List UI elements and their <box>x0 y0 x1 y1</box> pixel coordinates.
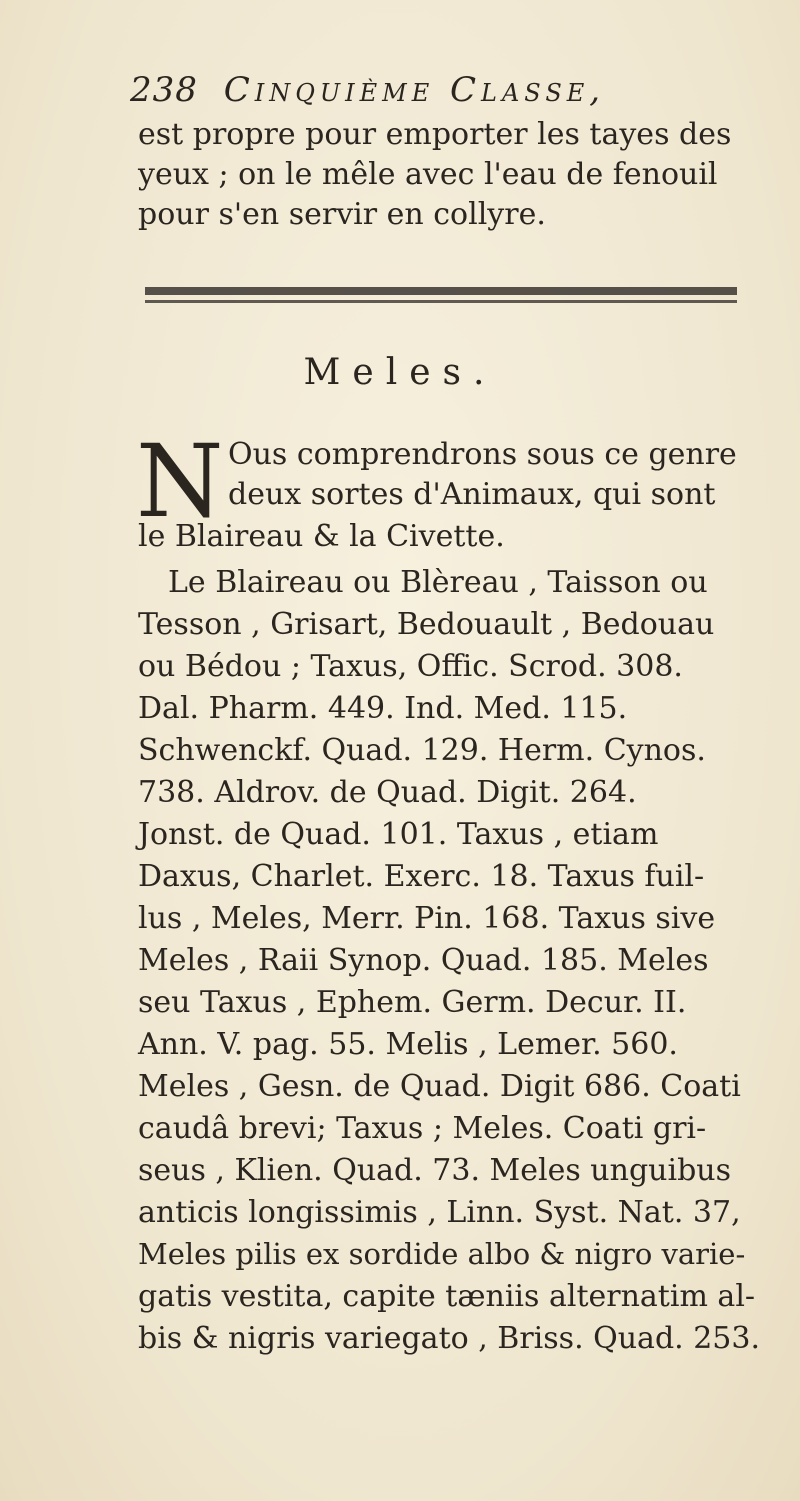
running-header <box>130 70 750 110</box>
section-title: Meles. <box>303 352 497 393</box>
body-line: Dal. Pharm. 449. Ind. Med. 115. <box>138 691 628 726</box>
body-line: Meles pilis ex sordide albo & nigro varie- <box>138 1237 746 1271</box>
body-line: Meles , Gesn. de Quad. Digit 686. Coati <box>138 1069 741 1104</box>
body-line: anticis longissimis , Linn. Syst. Nat. 37, <box>138 1195 741 1230</box>
body-line: bis & nigris variegato , Briss. Quad. 253. <box>138 1321 761 1356</box>
body-line: caudâ brevi; Taxus ; Meles. Coati gri- <box>138 1111 707 1146</box>
section-divider <box>145 287 737 303</box>
running-title: Cinquième Classe, <box>223 70 606 110</box>
drop-cap: N <box>136 423 224 540</box>
opening-line: deux sortes d'Animaux, qui sont <box>228 477 716 512</box>
intro-line: yeux ; on le mêle avec l'eau de fenouil <box>138 157 718 192</box>
body-line: ou Bédou ; Taxus, Offic. Scrod. 308. <box>138 649 683 684</box>
body-line: seu Taxus , Ephem. Germ. Decur. II. <box>138 985 687 1020</box>
body-line: Schwenckf. Quad. 129. Herm. Cynos. <box>138 733 706 768</box>
body-line: gatis vestita, capite tæniis alternatim al- <box>138 1279 756 1314</box>
opening-line: le Blaireau & la Civette. <box>138 519 505 554</box>
body-line: Daxus, Charlet. Exerc. 18. Taxus fuil- <box>138 859 705 894</box>
body-line: Meles , Raii Synop. Quad. 185. Meles <box>138 943 709 978</box>
intro-line: pour s'en servir en collyre. <box>138 197 546 232</box>
page-number: 238 <box>130 70 198 110</box>
body-line: lus , Meles, Merr. Pin. 168. Taxus sive <box>138 901 716 936</box>
body-line: Tesson , Grisart, Bedouault , Bedouau <box>138 607 715 642</box>
body-line: seus , Klien. Quad. 73. Meles unguibus <box>138 1153 731 1188</box>
body-line: Jonst. de Quad. 101. Taxus , etiam <box>138 817 659 852</box>
body-line: 738. Aldrov. de Quad. Digit. 264. <box>138 775 637 810</box>
opening-line: Ous comprendrons sous ce genre <box>228 437 737 472</box>
body-line: Ann. V. pag. 55. Melis , Lemer. 560. <box>138 1027 678 1062</box>
body-line: Le Blaireau ou Blèreau , Taisson ou <box>168 565 708 600</box>
intro-line: est propre pour emporter les tayes des <box>138 117 732 152</box>
